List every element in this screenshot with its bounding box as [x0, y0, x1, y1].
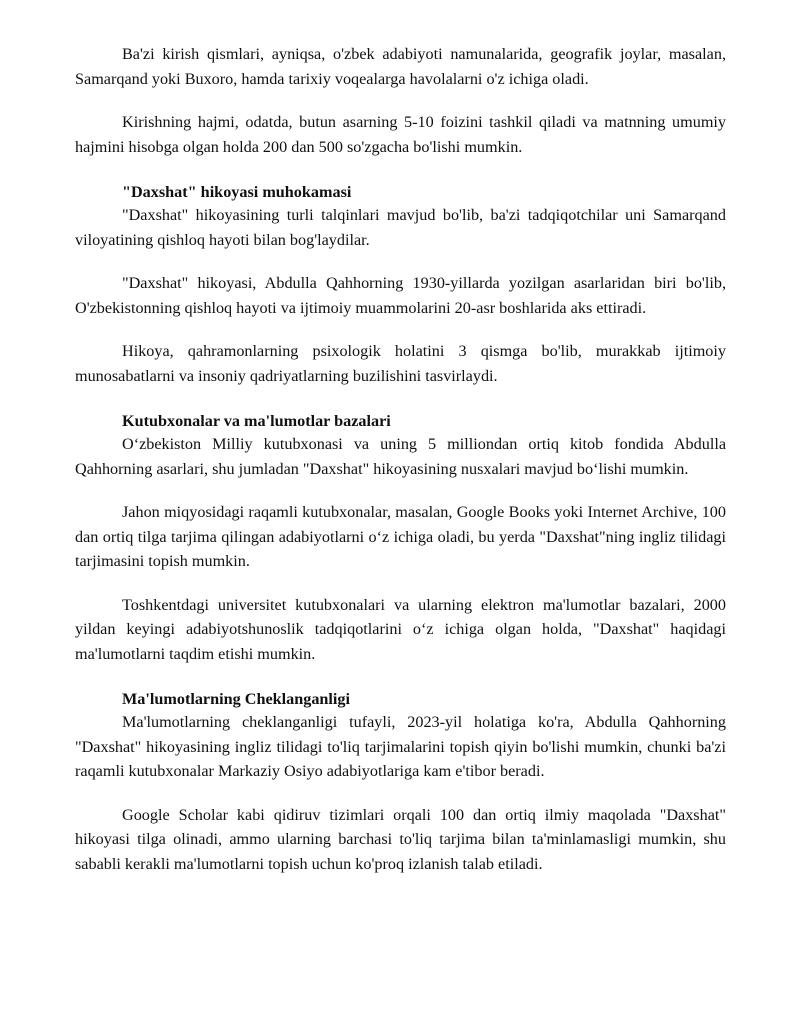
section-heading: Kutubxonalar va ma'lumotlar bazalari — [122, 412, 391, 430]
section-heading: Ma'lumotlarning Cheklanganligi — [122, 690, 351, 708]
section-paragraph: Jahon miqyosidagi raqamli kutubxonalar, masalan, Google Books yoki Internet Archive, 100 dan ortiq tilga tarjima qilingan adabiyotlarni o‘z ichiga oladi, bu yerda "Daxshat"ning ingliz tilidagi tarjimasini topish mumkin. — [75, 503, 726, 570]
section-data-limitations — [75, 688, 726, 876]
section-libraries-databases — [75, 410, 726, 666]
section-paragraph: "Daxshat" hikoyasining turli talqinlari mavjud bo'lib, ba'zi tadqiqotchilar uni Samarqand viloyatining qishloq hayoti bilan bog'laydilar. — [75, 206, 726, 249]
section-heading: "Daxshat" hikoyasi muhokamasi — [122, 183, 352, 201]
section-daxshat-discussion — [75, 181, 726, 388]
intro-paragraph-2: Kirishning hajmi, odatda, butun asarning 5-10 foizini tashkil qiladi va matnning umumiy hajmini hisobga olgan holda 200 dan 500 so'zgacha bo'lishi mumkin. — [75, 113, 726, 156]
section-paragraph: Hikoya, qahramonlarning psixologik holatini 3 qismga bo'lib, murakkab ijtimoiy munosabatlarni va insoniy qadriyatlarning buzilishini tasvirlaydi. — [75, 342, 726, 385]
intro-paragraph-1: Ba'zi kirish qismlari, ayniqsa, o'zbek adabiyoti namunalarida, geografik joylar, masalan, Samarqand yoki Buxoro, hamda tarixiy voqealarga havolalarni o'z ichiga oladi. — [75, 45, 726, 88]
section-paragraph: "Daxshat" hikoyasi, Abdulla Qahhorning 1930-yillarda yozilgan asarlaridan biri bo'lib, O'zbekistonning qishloq hayoti va ijtimoiy muammolarini 20-asr boshlarida aks ettiradi. — [75, 274, 726, 317]
section-paragraph: O‘zbekiston Milliy kutubxonasi va uning 5 milliondan ortiq kitob fondida Abdulla Qahhorning asarlari, shu jumladan "Daxshat" hikoyasining nusxalari mavjud bo‘lishi mumkin. — [75, 435, 726, 478]
section-paragraph: Google Scholar kabi qidiruv tizimlari orqali 100 dan ortiq ilmiy maqolada "Daxshat" hikoyasi tilga olinadi, ammo ularning barchasi to'liq tarjima bilan ta'minlamasligi mumkin, shu sababli kerakli ma'lumotlarni topish uchun ko'proq izlanish talab etiladi. — [75, 805, 726, 873]
document-page — [75, 42, 726, 895]
section-paragraph: Toshkentdagi universitet kutubxonalari va ularning elektron ma'lumotlar bazalari, 2000 yildan keyingi adabiyotshunoslik tadqiqotlarini o‘z ichiga olgan holda, "Daxshat" haqidagi ma'lumotlarni taqdim etishi mumkin. — [75, 595, 726, 663]
section-paragraph: Ma'lumotlarning cheklanganligi tufayli, 2023-yil holatiga ko'ra, Abdulla Qahhorning "Daxshat" hikoyasining ingliz tilidagi to'liq tarjimalarini topish qiyin bo'lishi mumkin, chunki ba'zi raqamli kutubxonalar Markaziy Osiyo adabiyotlariga kam e'tibor beradi. — [75, 713, 726, 780]
